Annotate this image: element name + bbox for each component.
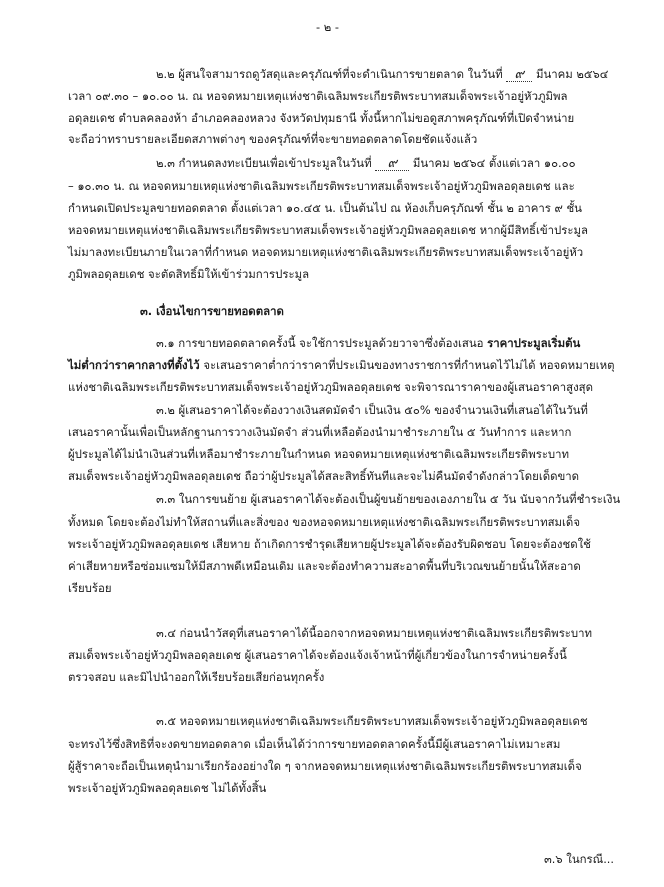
section-3-1-text: จะเสนอราคาต่ำกว่าราคาที่ประเมินของทางราชการที่กำหนดไว้ไม่ได้ หอจดหมายเหตุ: [203, 358, 615, 372]
section-2-3-text: ๒.๓ กำหนดลงทะเบียนเพื่อเข้าประมูลในวันที่: [156, 156, 372, 170]
section-3-5-line-3: ผู้สู้ราคาจะถือเป็นเหตุนำมาเรียกร้องอย่างใด ๆ จากหอจดหมายเหตุแห่งชาติเฉลิมพระเกียรติพระบาทสมเด็จ: [68, 759, 582, 773]
section-3-4-line-3: ตรวจสอบ และมิไปนำออกให้เรียบร้อยเสียก่อนทุกครั้ง: [68, 670, 325, 684]
section-3-3-line-5: เรียบร้อย: [68, 581, 112, 595]
section-2-2-line-3: อดุลยเดช ตำบลคลองห้า อำเภอคลองหลวง จังหวัดปทุมธานี ทั้งนี้หากไม่ขอดูสภาพครุภัณฑ์ที่เปิดจำหน่าย: [68, 111, 575, 125]
section-3-4-line-1: ๓.๔ ก่อนนำวัสดุที่เสนอราคาได้นี้ออกจากหอจดหมายเหตุแห่งชาติเฉลิมพระเกียรติพระบาท: [156, 626, 593, 640]
section-2-3-line-4: หอจดหมายเหตุแห่งชาติเฉลิมพระเกียรติพระบาทสมเด็จพระเจ้าอยู่หัวภูมิพลอดุลยเดช หากผู้มีสิทธิ์เข้าประมูล: [68, 223, 589, 237]
section-2-2-line-4: จะถือว่าทราบรายละเอียดสภาพต่างๆ ของครุภัณฑ์ที่จะขายทอดตลาดโดยชัดแจ้งแล้ว: [68, 132, 478, 146]
section-3-3-line-3: พระเจ้าอยู่หัวภูมิพลอดุลยเดช เสียหาย ถ้าเกิดการชำรุดเสียหายผู้ประมูลได้จะต้องรับผิดชอบ โดยจะต้องชดใช้: [68, 537, 591, 551]
section-2-3-line-6: ภูมิพลอดุลยเดช จะตัดสิทธิ์มิให้เข้าร่วมการประมูล: [68, 267, 310, 281]
page-number: - ๒ -: [316, 20, 339, 34]
section-3-4-line-2: สมเด็จพระเจ้าอยู่หัวภูมิพลอดุลยเดช ผู้เสนอราคาได้จะต้องแจ้งเจ้าหน้าที่ผู้เกี่ยวข้องในการจำหน่ายครั้งนี้: [68, 648, 567, 662]
handwritten-day: ๙: [375, 157, 409, 171]
section-3-1-bold-text: ไม่ต่ำกว่าราคากลางที่ตั้งไว้: [68, 358, 200, 372]
section-3-3-line-2: ทั้งหมด โดยจะต้องไม่ทำให้สถานที่และสิ่งของ ของหอจดหมายเหตุแห่งชาติเฉลิมพระเกียรติพระบาทสมเด็จ: [68, 515, 581, 529]
section-2-3-month: มีนาคม ๒๕๖๔: [412, 156, 486, 170]
section-3-1-line-3: แห่งชาติเฉลิมพระเกียรติพระบาทสมเด็จพระเจ้าอยู่หัวภูมิพลอดุลยเดช จะพิจารณาราคาของผู้เสนอราคาสูงสุด: [68, 380, 593, 394]
section-3-3-line-4: ค่าเสียหายหรือซ่อมแซมให้มีสภาพดีเหมือนเดิม และจะต้องทำความสะอาดพื้นที่บริเวณขนย้ายนั้นให้สะอาด: [68, 559, 581, 573]
section-3-1-text: ๓.๑ การขายทอดตลาดครั้งนี้ จะใช้การประมูลด้วยวาจาซึ่งต้องเสนอ: [156, 336, 484, 350]
section-3-5-line-2: จะทรงไว้ซึ่งสิทธิที่จะงดขายทอดตลาด เมื่อเห็นได้ว่าการขายทอดตลาดครั้งนี้มีผู้เสนอราคาไม่เหมาะสม: [68, 737, 561, 751]
section-2-2-line-1: [156, 66, 608, 82]
section-3-5-line-4: พระเจ้าอยู่หัวภูมิพลอดุลยเดช ไม่ได้ทั้งสิ้น: [68, 781, 267, 795]
section-3-3-line-1: ๓.๓ ในการขนย้าย ผู้เสนอราคาได้จะต้องเป็นผู้ขนย้ายของเองภายใน ๕ วัน นับจากวันที่ชำระเงิน: [156, 492, 621, 506]
section-2-2-text: ๒.๒ ผู้สนใจสามารถดูวัสดุและครุภัณฑ์ที่จะดำเนินการขายตลาด ในวันที่: [156, 67, 503, 81]
section-2-3-time: ตั้งแต่เวลา ๑๐.๐๐: [488, 156, 576, 170]
section-3-2-line-1: ๓.๒ ผู้เสนอราคาได้จะต้องวางเงินสดมัดจำ เป็นเงิน ๕๐% ของจำนวนเงินที่เสนอได้ในวันที่: [156, 403, 588, 417]
handwritten-day: ๙: [506, 68, 532, 82]
section-3-heading: ๓. เงื่อนไขการขายทอดตลาด: [140, 304, 284, 318]
section-3-2-line-3: ผู้ประมูลได้ไม่นำเงินส่วนที่เหลือมาชำระภายในกำหนด หอจดหมายเหตุแห่งชาติเฉลิมพระเกียรติพระบาท: [68, 447, 570, 461]
section-2-3-line-1: [156, 155, 576, 171]
section-3-1-bold-text: ราคาประมูลเริ่มต้น: [487, 336, 581, 350]
section-3-2-line-4: สมเด็จพระเจ้าอยู่หัวภูมิพลอดุลยเดช ถือว่าผู้ประมูลได้สละสิทธิ์ทันทีและจะไม่คืนมัดจำดังกล่าวโดยเด็ดขาด: [68, 469, 580, 483]
next-page-reference: ๓.๖ ในกรณี...: [544, 852, 615, 866]
section-2-3-line-5: ไม่มาลงทะเบียนภายในเวลาที่กำหนด หอจดหมายเหตุแห่งชาติเฉลิมพระเกียรติพระบาทสมเด็จพระเจ้าอยู่หัว: [68, 245, 584, 259]
section-3-5-line-1: ๓.๕ หอจดหมายเหตุแห่งชาติเฉลิมพระเกียรติพระบาทสมเด็จพระเจ้าอยู่หัวภูมิพลอดุลยเดช: [156, 714, 588, 728]
section-2-2-month: มีนาคม ๒๕๖๔: [535, 67, 609, 81]
section-2-2-line-2: เวลา ๐๙.๓๐ – ๑๐.๐๐ น. ณ หอจดหมายเหตุแห่งชาติเฉลิมพระเกียรติพระบาทสมเด็จพระเจ้าอยู่หัวภูมิพล: [68, 89, 568, 103]
section-3-1-line-1: [156, 335, 580, 351]
section-3-2-line-2: เสนอราคานั้นเพื่อเป็นหลักฐานการวางเงินมัดจำ ส่วนที่เหลือต้องนำมาชำระภายใน ๕ วันทำการ และหาก: [68, 425, 572, 439]
section-2-3-line-2: – ๑๐.๓๐ น. ณ หอจดหมายเหตุแห่งชาติเฉลิมพระเกียรติพระบาทสมเด็จพระเจ้าอยู่หัวภูมิพลอดุลยเดช และ: [68, 179, 575, 193]
section-3-1-line-2: [68, 357, 615, 373]
section-2-3-line-3: กำหนดเปิดประมูลขายทอดตลาด ตั้งแต่เวลา ๑๐.๔๕ น. เป็นต้นไป ณ ห้องเก็บครุภัณฑ์ ชั้น ๒ อาคาร ๙ ชั้น: [68, 201, 582, 215]
